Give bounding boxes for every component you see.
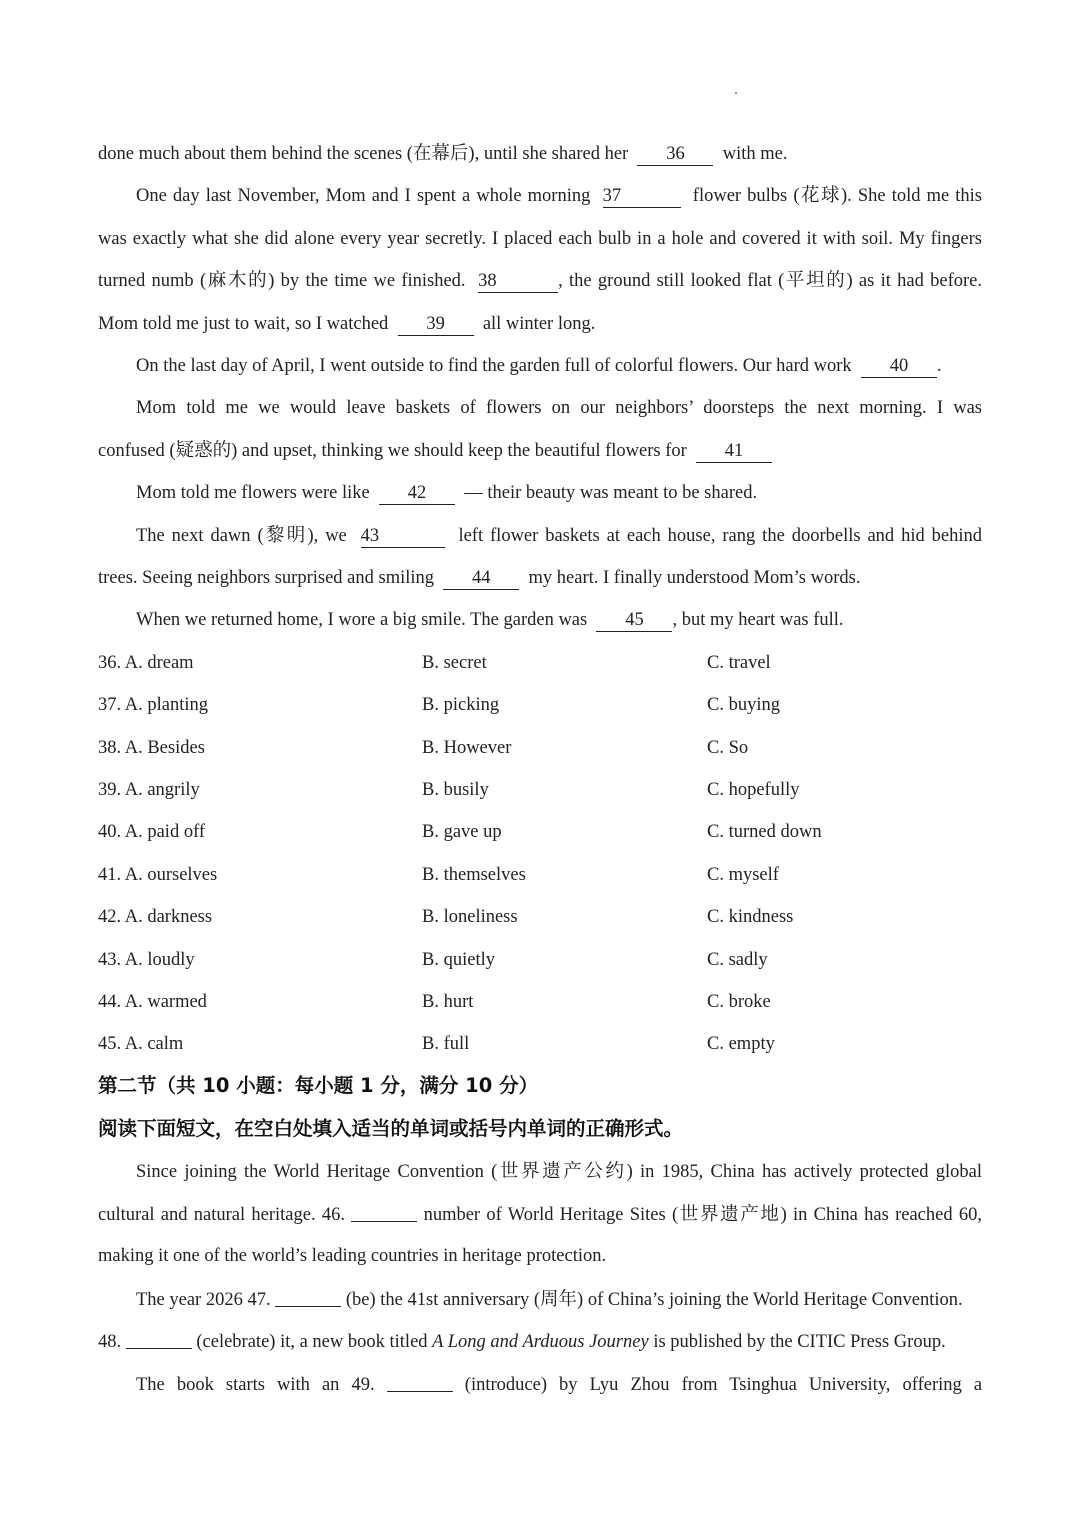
passage1-line12 [136, 607, 982, 633]
blank-number: 43 [360, 526, 380, 546]
blank-number: 44 [472, 568, 491, 588]
blank-number: 45 [625, 610, 644, 630]
text: (be) the 41st anniversary (周年) of China’s joining the World Heritage Convention. [345, 1290, 963, 1310]
text: The year 2026 47. [136, 1290, 271, 1310]
option-a[interactable]: 40. A. paid off [98, 822, 206, 842]
answer-blank-40[interactable] [861, 355, 937, 378]
blank-number: 38 [478, 271, 497, 291]
answer-blank-43[interactable] [361, 525, 445, 548]
text: Mom told me just to wait, so I watched [98, 314, 389, 334]
passage1-line5 [98, 311, 982, 337]
option-b[interactable]: B. quietly [422, 950, 495, 970]
text: The next dawn (黎明), we [136, 526, 347, 546]
text: , the ground still looked flat (平坦的) as it had before. [558, 271, 982, 291]
option-c[interactable]: C. buying [707, 695, 780, 715]
text: 48. [98, 1332, 122, 1352]
options-row-41 [98, 862, 982, 888]
option-b[interactable]: B. gave up [422, 822, 502, 842]
passage1-line10 [136, 523, 982, 549]
option-a[interactable]: 41. A. ourselves [98, 865, 218, 885]
passage1-line9 [136, 480, 982, 506]
text: left flower baskets at each house, rang the doorbells and hid behind [458, 526, 983, 546]
passage2-line5 [98, 1328, 982, 1355]
answer-blank-45[interactable] [596, 609, 672, 632]
option-b[interactable]: B. secret [422, 653, 487, 673]
text: with me. [722, 144, 788, 164]
blank-number: 41 [724, 441, 744, 461]
text: (introduce) by Lyu Zhou from Tsinghua University, offering a [464, 1375, 983, 1395]
answer-blank-46[interactable] [351, 1201, 417, 1222]
passage2-line1: Since joining the World Heritage Convention (世界遗产公约) in 1985, China has actively protected global [136, 1162, 982, 1182]
options-row-44 [98, 989, 982, 1015]
passage1-line11 [98, 565, 982, 591]
scan-speck [735, 92, 737, 94]
option-c[interactable]: C. kindness [707, 907, 794, 927]
answer-blank-49[interactable] [387, 1371, 453, 1392]
option-c[interactable]: C. myself [707, 865, 779, 885]
option-a[interactable]: 42. A. darkness [98, 907, 213, 927]
answer-blank-42[interactable] [379, 482, 455, 505]
blank-number: 36 [666, 144, 685, 164]
answer-blank-37[interactable] [603, 185, 681, 208]
option-b[interactable]: B. hurt [422, 992, 474, 1012]
option-b[interactable]: B. However [422, 738, 512, 758]
text: When we returned home, I wore a big smile. The garden was [136, 610, 588, 630]
passage2-line3: making it one of the world’s leading countries in heritage protection. [98, 1246, 607, 1266]
option-a[interactable]: 45. A. calm [98, 1034, 184, 1054]
answer-blank-47[interactable] [275, 1286, 341, 1307]
answer-blank-36[interactable] [637, 143, 713, 166]
option-a[interactable]: 44. A. warmed [98, 992, 207, 1012]
passage1-line7: Mom told me we would leave baskets of flowers on our neighbors’ doorsteps the next morning. I was [136, 398, 982, 418]
passage1-line6 [136, 353, 982, 379]
option-b[interactable]: B. picking [422, 695, 500, 715]
option-b[interactable]: B. themselves [422, 865, 526, 885]
passage1-line2 [136, 183, 982, 209]
options-row-43 [98, 947, 982, 973]
answer-blank-48[interactable] [126, 1328, 192, 1349]
passage1-line8 [98, 438, 982, 464]
blank-number: 37 [602, 186, 622, 206]
option-c[interactable]: C. So [707, 738, 749, 758]
blank-number: 39 [426, 314, 445, 334]
blank-number: 40 [889, 356, 909, 376]
option-c[interactable]: C. travel [707, 653, 771, 673]
text: trees. Seeing neighbors surprised and smiling [98, 568, 435, 588]
option-c[interactable]: C. hopefully [707, 780, 800, 800]
option-c[interactable]: C. sadly [707, 950, 768, 970]
text: (celebrate) it, a new book titled [196, 1332, 428, 1352]
text: all winter long. [482, 314, 596, 334]
answer-blank-44[interactable] [443, 567, 519, 590]
option-a[interactable]: 38. A. Besides [98, 738, 205, 758]
option-b[interactable]: B. full [422, 1034, 470, 1054]
passage2-line6 [136, 1371, 982, 1398]
text: , but my heart was full. [672, 610, 844, 630]
option-c[interactable]: C. broke [707, 992, 771, 1012]
passage2-line4 [136, 1286, 982, 1313]
text: . [936, 356, 942, 376]
options-row-36 [98, 650, 982, 676]
answer-blank-41[interactable] [696, 440, 772, 463]
option-a[interactable]: 43. A. loudly [98, 950, 195, 970]
option-b[interactable]: B. loneliness [422, 907, 518, 927]
text: number of World Heritage Sites (世界遗产地) in China has reached 60, [423, 1205, 982, 1225]
text: is published by the CITIC Press Group. [653, 1332, 946, 1352]
answer-blank-39[interactable] [398, 313, 474, 336]
options-row-45 [98, 1031, 982, 1057]
option-b[interactable]: B. busily [422, 780, 489, 800]
option-a[interactable]: 37. A. planting [98, 695, 208, 715]
passage2-line2 [98, 1201, 982, 1228]
text: One day last November, Mom and I spent a whole morning [136, 186, 591, 206]
text: cultural and natural heritage. 46. [98, 1205, 346, 1225]
option-a[interactable]: 39. A. angrily [98, 780, 200, 800]
text: confused (疑惑的) and upset, thinking we should keep the beautiful flowers for [98, 441, 687, 461]
blank-number: 42 [407, 483, 427, 503]
option-c[interactable]: C. empty [707, 1034, 775, 1054]
text: — their beauty was meant to be shared. [464, 483, 758, 503]
text: done much about them behind the scenes (在幕后), until she shared her [98, 144, 629, 164]
options-row-38 [98, 735, 982, 761]
options-row-40 [98, 819, 982, 845]
options-row-39 [98, 777, 982, 803]
section-heading: 第二节（共 10 小题：每小题 1 分，满分 10 分） [98, 1074, 539, 1097]
text: Mom told me flowers were like [136, 483, 370, 503]
text: On the last day of April, I went outside to find the garden full of colorful flowers. Our hard work [136, 356, 852, 376]
text: flower bulbs (花球). She told me this [692, 186, 983, 206]
option-c[interactable]: C. turned down [707, 822, 822, 842]
text: my heart. I finally understood Mom’s words. [528, 568, 861, 588]
text: The book starts with an 49. [136, 1375, 375, 1395]
options-row-37 [98, 692, 982, 718]
passage1-line1 [98, 141, 982, 167]
text: turned numb (麻木的) by the time we finished. [98, 271, 466, 291]
options-row-42 [98, 904, 982, 930]
answer-blank-38[interactable] [478, 270, 558, 293]
passage1-line4 [98, 268, 982, 294]
section-instruction: 阅读下面短文，在空白处填入适当的单词或括号内单词的正确形式。 [98, 1117, 684, 1140]
book-title: A Long and Arduous Journey [432, 1332, 649, 1352]
passage1-line3: was exactly what she did alone every year secretly. I placed each bulb in a hole and covered it with soil. My fingers [98, 229, 982, 249]
option-a[interactable]: 36. A. dream [98, 653, 194, 673]
